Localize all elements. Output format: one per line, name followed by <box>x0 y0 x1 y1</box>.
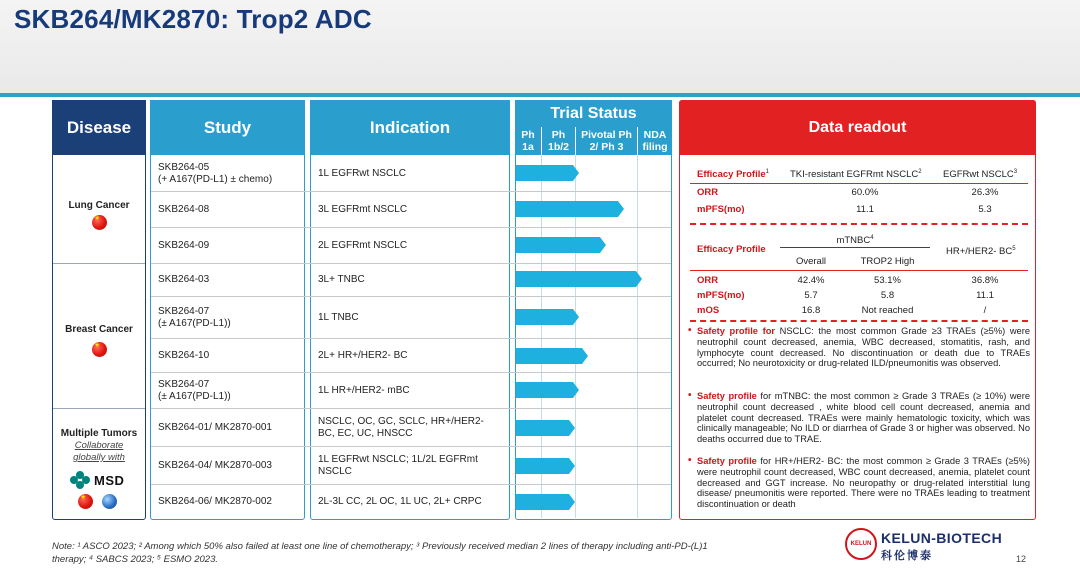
china-flag-icon <box>92 215 107 230</box>
indication-cell: 2L+ HR+/HER2- BC <box>318 349 408 361</box>
trial-status-header: Trial Status <box>515 100 672 127</box>
trial-progress-bar <box>516 458 569 474</box>
lung-orr-value: 26.3% <box>971 187 999 198</box>
table-rule <box>690 183 1028 184</box>
lung-pfs-value: 5.3 <box>978 204 992 215</box>
breast-os-label: mOS <box>697 305 720 316</box>
trial-progress-bar <box>516 165 573 181</box>
breast-os-value: 16.8 <box>801 305 821 316</box>
indication-header: Indication <box>310 100 510 155</box>
safety-nsclc: Safety profile for NSCLC: the most common Grade ≥3 TRAEs (≥5%) were neutrophil count decreased, anemia, WBC decreased, stomatitis, rash, and lymphocyte count decreased. No discontinuation or death due to TRAEs occurred; No neurotoxicity or drug-related ILD/pneumonitis was observed. <box>697 326 1030 369</box>
kelun-logo-icon: KELUN <box>845 528 877 560</box>
lung-pfs-value: 11.1 <box>856 204 874 215</box>
study-cell: SKB264-07 (± A167(PD-L1)) <box>158 305 231 329</box>
collaborate-text: globally with <box>73 452 125 463</box>
phase-header-ph1a: Ph 1a <box>515 127 541 155</box>
lung-orr-label: ORR <box>697 187 719 198</box>
trial-progress-bar <box>516 309 573 325</box>
footnote: Note: ¹ ASCO 2023; ² Among which 50% also failed at least one line of chemotherapy; ³ Previously received median 2 lines of therapy including anti-PD-(L)1 therapy; ⁴ SABCS 2023; ⁵ ESMO 2023. <box>52 541 708 565</box>
china-flag-icon <box>92 342 107 357</box>
breast-orr-value: 53.1% <box>874 275 901 286</box>
hr-her2-header: HR+/HER2- $BC^5$ <box>946 246 1016 258</box>
indication-cell: 3L+ TNBC <box>318 274 365 285</box>
study-cell: SKB264-01/ MK2870-001 <box>158 421 272 433</box>
disease-breast-cancer: Breast Cancer <box>65 324 133 335</box>
disease-divider <box>53 263 145 264</box>
disease-divider <box>53 408 145 409</box>
msd-name: MSD <box>94 472 125 488</box>
indication-cell: 3L EGFRmt NSCLC <box>318 203 408 215</box>
trial-progress-bar <box>516 420 569 436</box>
collaborate-text: Collaborate <box>74 440 124 451</box>
trial-progress-bar <box>516 201 618 217</box>
study-cell: SKB264-03 <box>158 274 210 285</box>
lung-efficacy-label: Efficacy Profile$^1$ <box>697 169 769 181</box>
trial-progress-bar <box>516 382 573 398</box>
safety-mtnbc: Safety profile for mTNBC: the most common ≥ Grade 3 TRAEs (≥ 10%) were neutrophil count decreased , white blood cell count decreased, anemia and platelet count decreased. TRAEs were mainly hematologic toxicity, which was clinically manageable; No ILD or diarrhea of Grade 3 or higher was observed. No deaths occurred due to TRAE. <box>697 391 1030 445</box>
breast-pfs-label: mPFS(mo) <box>697 290 745 301</box>
phase-gridline <box>637 155 638 518</box>
mtnbc-overall-header: Overall <box>795 256 827 267</box>
indication-cell: 1L TNBC <box>318 311 359 323</box>
breast-orr-value: 42.4% <box>797 275 825 286</box>
trial-progress-bar <box>516 348 582 364</box>
breast-orr-value: 36.8% <box>971 275 999 286</box>
lung-col1-header: TKI-resistant EGFRmt NSCLC$^2$ <box>790 169 922 181</box>
study-cell: SKB264-05 (+ A167(PD-L1) ± chemo) <box>158 161 273 185</box>
breast-efficacy-label: Efficacy Profile <box>697 244 766 255</box>
indication-cell: 1L EGFRwt NSCLC; 1L/2L EGFRmt NSCLC <box>318 453 478 477</box>
indication-cell: NSCLC, OC, GC, SCLC, HR+/HER2- BC, EC, UC, HNSCC <box>318 415 484 439</box>
trial-progress-bar <box>516 494 569 510</box>
msd-mark-icon <box>70 471 90 489</box>
slide-title: SKB264/MK2870: Trop2 ADC <box>14 4 372 34</box>
lung-pfs-label: mPFS(mo) <box>697 204 745 215</box>
brand-name-en: KELUN-BIOTECH <box>881 530 1003 546</box>
data-readout-header: Data readout <box>679 100 1036 155</box>
header-rule <box>0 93 1080 97</box>
trial-progress-bar <box>516 237 600 253</box>
study-cell: SKB264-10 <box>158 349 210 361</box>
breast-pfs-value: 11.1 <box>976 290 994 301</box>
bullet-icon: • <box>688 455 692 466</box>
china-flag-icon <box>78 494 93 509</box>
phase-header-nda: NDA filing <box>637 127 672 155</box>
trial-progress-bar <box>516 271 636 287</box>
indication-cell: 2L-3L CC, 2L OC, 1L UC, 2L+ CRPC <box>318 496 482 507</box>
phase-header-ph1b2: Ph 1b/2 <box>541 127 575 155</box>
brand-name-cn: 科伦博泰 <box>881 550 933 562</box>
safety-hr-her2: Safety profile for HR+/HER2- BC: the most common ≥ Grade 3 TRAEs (≥5%) were neutrophil count decreased, WBC count decreased, anemia, platelet count decreased and GGT increase. No neuropathy or drug-related interstitial lung disease/ pneumonitis were reported. There were no TRAEs leading to treatment discontinuation or death <box>697 456 1030 510</box>
bullet-icon: • <box>688 390 692 401</box>
phase-header-pivotal: Pivotal Ph 2/ Ph 3 <box>575 127 637 155</box>
study-header: Study <box>150 100 305 155</box>
disease-multiple-tumors: Multiple Tumors <box>60 428 138 439</box>
lung-col2-header: EGFRwt NSCLC$^3$ <box>943 169 1018 181</box>
study-cell: SKB264-07 (± A167(PD-L1)) <box>158 378 231 402</box>
disease-lung-cancer: Lung Cancer <box>68 200 130 211</box>
breast-pfs-value: 5.7 <box>804 290 818 301</box>
breast-pfs-value: 5.8 <box>880 290 895 301</box>
study-cell: SKB264-04/ MK2870-003 <box>158 459 272 471</box>
group-rule <box>780 247 930 248</box>
study-cell: SKB264-06/ MK2870-002 <box>158 496 272 507</box>
msd-logo <box>70 471 124 489</box>
mtnbc-group-header: mTNBC$^4$ <box>836 235 874 247</box>
study-cell: SKB264-08 <box>158 203 210 215</box>
page-number: 12 <box>1016 554 1027 564</box>
breast-os-value: Not reached <box>861 305 914 316</box>
disease-header: Disease <box>52 100 146 155</box>
mtnbc-trop2-header: TROP2 High <box>860 256 915 267</box>
lung-orr-value: 60.0% <box>851 187 879 198</box>
indication-cell: 1L HR+/HER2- mBC <box>318 384 410 396</box>
table-rule <box>690 270 1028 271</box>
study-cell: SKB264-09 <box>158 239 210 251</box>
dashed-separator <box>690 223 1028 225</box>
breast-os-value: / <box>983 305 987 316</box>
indication-cell: 1L EGFRwt NSCLC <box>318 167 406 179</box>
dashed-separator <box>690 320 1028 322</box>
globe-icon <box>102 494 117 509</box>
breast-orr-label: ORR <box>697 275 719 286</box>
bullet-icon: • <box>688 325 692 336</box>
indication-cell: 2L EGFRmt NSCLC <box>318 239 408 251</box>
